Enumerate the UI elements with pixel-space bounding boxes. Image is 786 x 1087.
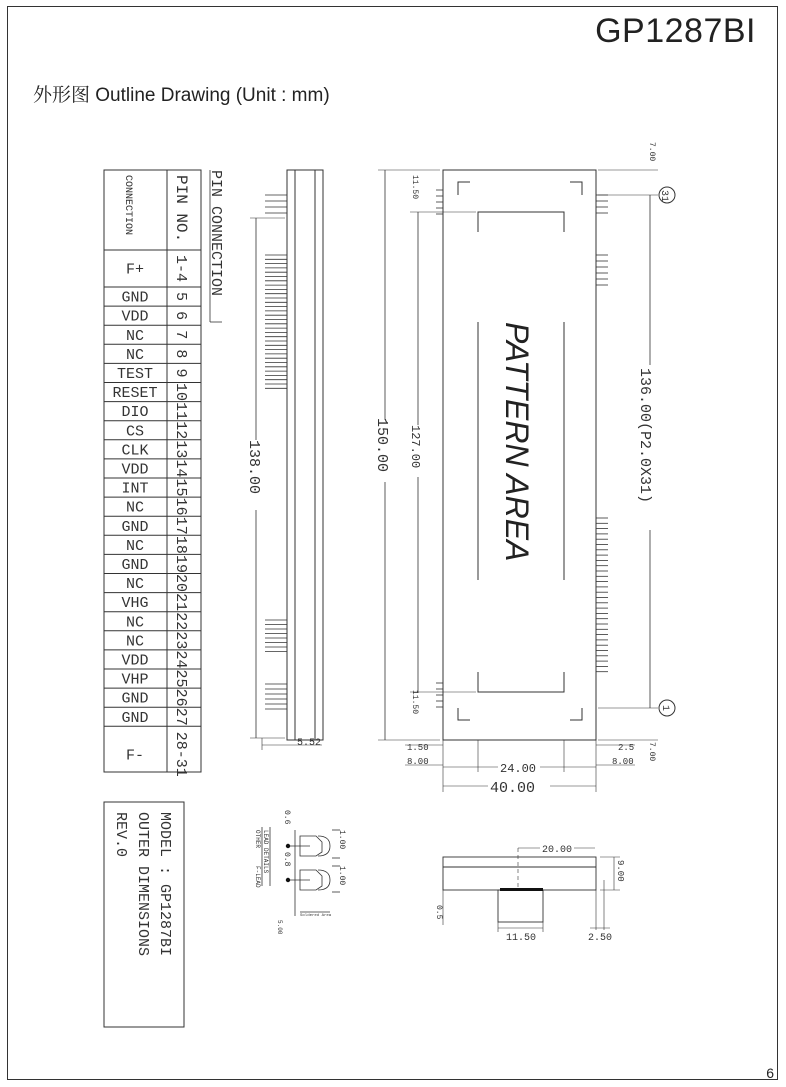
- pin-no-13: 16: [172, 497, 189, 516]
- side-height-dim: 138.00: [245, 440, 262, 495]
- pin-no-15: 18: [172, 535, 189, 554]
- page-number: 6: [766, 1065, 774, 1081]
- pin1-label: 1: [659, 705, 670, 712]
- pin-no-7: 10: [172, 383, 189, 402]
- model-line-2: OUTER DIMENSIONS: [134, 812, 151, 957]
- top-offset-dim: 7.00: [647, 142, 656, 162]
- pin-no-2: 5: [172, 292, 189, 302]
- pin-no-21: 24: [172, 650, 189, 669]
- bottom-dim-9: 9.00: [615, 860, 625, 882]
- pin-no-16: 19: [172, 554, 189, 573]
- bottom-dim-250: 2.50: [588, 933, 613, 944]
- pin-no-25: 28-31: [172, 731, 189, 777]
- pin-no-18: 21: [172, 593, 189, 612]
- lead-title-2: LEAD DETAILS: [262, 830, 269, 874]
- pin-conn-6: TEST: [116, 365, 154, 383]
- lead-dim-08: 0.8: [282, 852, 291, 867]
- lead-dim-500: 5.00: [276, 920, 283, 935]
- top-margin-dim: 11.50: [410, 175, 419, 200]
- pin-no-4: 7: [172, 330, 189, 340]
- pin-conn-2: GND: [121, 289, 149, 307]
- page-title: GP1287BI: [595, 12, 756, 50]
- side-depth-dim: 5.52: [297, 738, 322, 749]
- pin-conn-11: VDD: [121, 461, 149, 479]
- pin-no-14: 17: [172, 516, 189, 535]
- lead-dot-bottom: [286, 878, 290, 882]
- right-8-dim: 8.00: [612, 757, 634, 767]
- pin-conn-18: VHG: [121, 595, 149, 613]
- overall-width-dim: 40.00: [490, 780, 536, 797]
- pin-conn-21: VDD: [121, 652, 149, 670]
- right-small-dim: 2.5: [618, 743, 635, 753]
- pin-no-3: 6: [172, 311, 189, 321]
- pin-conn-8: DIO: [121, 404, 149, 422]
- lead-title-1: OTHER: [254, 830, 261, 849]
- pin-conn-15: NC: [125, 537, 145, 555]
- pin-no-19: 22: [172, 612, 189, 631]
- lead-dim-100a: 1.00: [337, 830, 346, 850]
- lead-dot-top: [286, 844, 290, 848]
- pin-conn-17: NC: [125, 576, 145, 594]
- pin-conn-22: VHP: [121, 671, 149, 689]
- pin-no-10: 13: [172, 440, 189, 459]
- pin-conn-5: NC: [125, 346, 145, 364]
- pin-conn-7: RESET: [112, 385, 158, 403]
- pin-conn-13: NC: [125, 499, 145, 517]
- bottom-dim-1150: 11.50: [506, 933, 537, 944]
- pin-conn-4: NC: [125, 327, 145, 345]
- lead-dim-06: 0.6: [282, 810, 291, 825]
- pin-conn-20: NC: [125, 633, 145, 651]
- bottom-pin-bar: [500, 888, 543, 891]
- page-subtitle: 外形图 Outline Drawing (Unit : mm): [33, 85, 330, 106]
- pin-conn-25: F-: [125, 747, 145, 765]
- left-small-dim: 1.50: [407, 743, 429, 753]
- pin-no-6: 9: [172, 368, 189, 378]
- pin-no-22: 25: [172, 669, 189, 688]
- pin-conn-23: GND: [121, 690, 149, 708]
- pin-conn-3: VDD: [121, 308, 149, 326]
- pin31-label: 31: [658, 190, 669, 203]
- pin-conn-24: GND: [121, 709, 149, 727]
- pin-conn-10: CLK: [121, 442, 149, 460]
- f-lead-label: F-LEAD: [254, 866, 261, 888]
- pin-conn-14: GND: [121, 518, 149, 536]
- col-pin-header: PIN NO.: [172, 175, 190, 243]
- pin-no-8: 11: [172, 402, 189, 421]
- lead-details: [262, 827, 340, 916]
- pin-no-12: 15: [172, 478, 189, 497]
- pin-no-24: 27: [172, 707, 189, 726]
- pin-no-11: 14: [172, 459, 189, 478]
- pattern-height-dim: 127.00: [408, 425, 422, 469]
- pin-no-17: 20: [172, 574, 189, 593]
- pin-no-1: 1-4: [172, 255, 189, 283]
- pin-no-23: 26: [172, 688, 189, 707]
- soldered-area-label: Soldered Area: [300, 914, 332, 918]
- bottom-margin-dim: 11.50: [410, 690, 419, 715]
- pattern-area-label: PATTERN AREA: [499, 322, 535, 562]
- overall-height-dim: 150.00: [373, 418, 390, 473]
- col-connection-header: CONNECTION: [122, 175, 133, 236]
- pin-conn-16: GND: [121, 556, 149, 574]
- bottom-offset-dim: 7.00: [647, 742, 656, 762]
- left-8-dim: 8.00: [407, 757, 429, 767]
- pin-conn-1: F+: [125, 261, 145, 279]
- model-line-1: MODEL : GP1287BI: [156, 812, 173, 957]
- pin-no-5: 8: [172, 349, 189, 359]
- pin-span-dim: 136.00(P2.0X31): [636, 368, 653, 504]
- model-line-3: REV.0: [112, 812, 129, 858]
- bottom-dim-05: 0.5: [434, 905, 443, 920]
- pin-conn-19: NC: [125, 614, 145, 632]
- pin-no-9: 12: [172, 421, 189, 440]
- pin-conn-12: INT: [121, 480, 149, 498]
- pattern-width-dim: 24.00: [500, 762, 537, 776]
- pin-no-20: 23: [172, 631, 189, 650]
- pin-table-heading: PIN CONNECTION: [207, 170, 224, 297]
- bottom-dim-20: 20.00: [542, 845, 573, 856]
- pin-conn-9: CS: [125, 423, 145, 441]
- lead-dim-100b: 1.00: [337, 866, 346, 886]
